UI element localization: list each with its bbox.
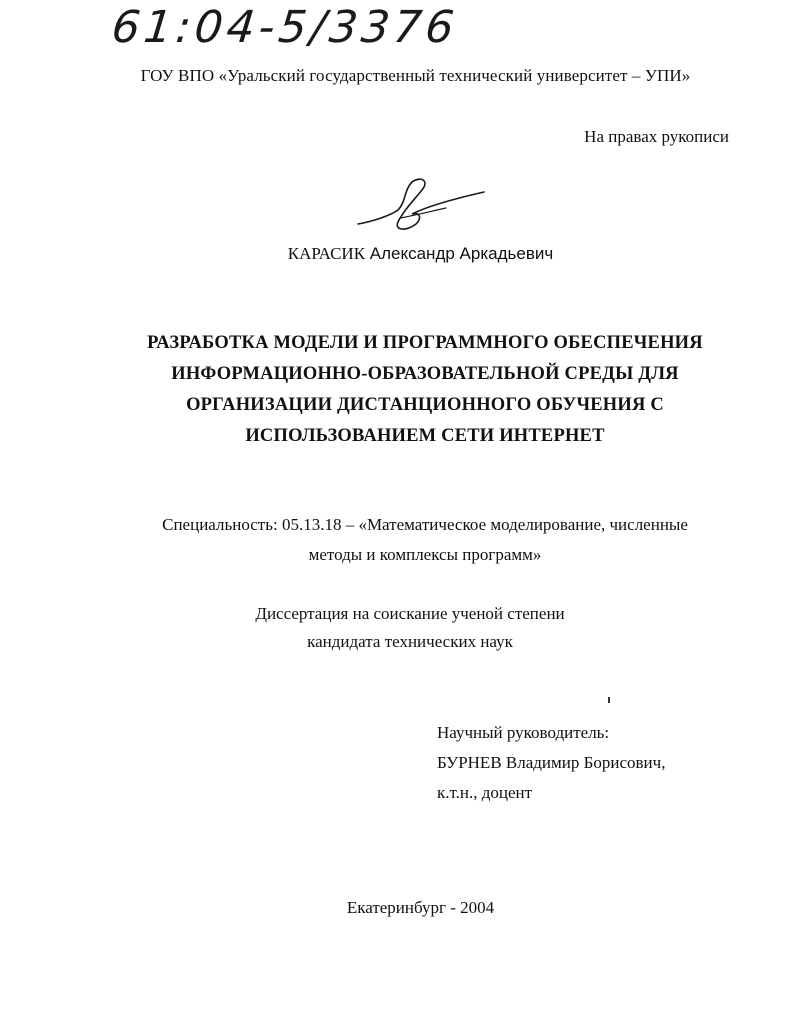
title-line: РАЗРАБОТКА МОДЕЛИ И ПРОГРАММНОГО ОБЕСПЕЧЕНИЯ	[147, 333, 703, 353]
author-given-names: Александр Аркадьевич	[369, 244, 554, 263]
dissertation-degree	[230, 600, 590, 656]
degree-line: Диссертация на соискание ученой степени	[255, 604, 565, 623]
title-line: ОРГАНИЗАЦИИ ДИСТАНЦИОННОГО ОБУЧЕНИЯ С	[186, 395, 664, 415]
specialty	[100, 510, 750, 570]
author-surname: КАРАСИК	[287, 244, 366, 263]
organization: ГОУ ВПО «Уральский государственный технический университет – УПИ»	[140, 66, 691, 85]
archive-number: 61:04-5/3376	[109, 2, 461, 53]
manuscript-rights: На правах рукописи	[584, 127, 729, 146]
title-line: ИСПОЛЬЗОВАНИЕМ СЕТИ ИНТЕРНЕТ	[245, 426, 605, 446]
city-year: Екатеринбург - 2004	[346, 898, 495, 917]
dissertation-title	[120, 328, 730, 452]
supervisor-name: БУРНЕВ Владимир Борисович,	[437, 753, 666, 772]
supervisor-degree: к.т.н., доцент	[437, 783, 533, 802]
specialty-line: методы и комплексы программ»	[308, 545, 542, 564]
title-line: ИНФОРМАЦИОННО-ОБРАЗОВАТЕЛЬНОЙ СРЕДЫ ДЛЯ	[171, 364, 679, 384]
stray-mark	[608, 697, 610, 703]
supervisor-label: Научный руководитель:	[437, 723, 610, 742]
author	[0, 244, 791, 264]
degree-line: кандидата технических наук	[307, 632, 513, 651]
signature-icon	[350, 172, 490, 242]
supervisor-block	[437, 718, 665, 808]
specialty-line: Специальность: 05.13.18 – «Математическое моделирование, численные	[162, 515, 688, 534]
